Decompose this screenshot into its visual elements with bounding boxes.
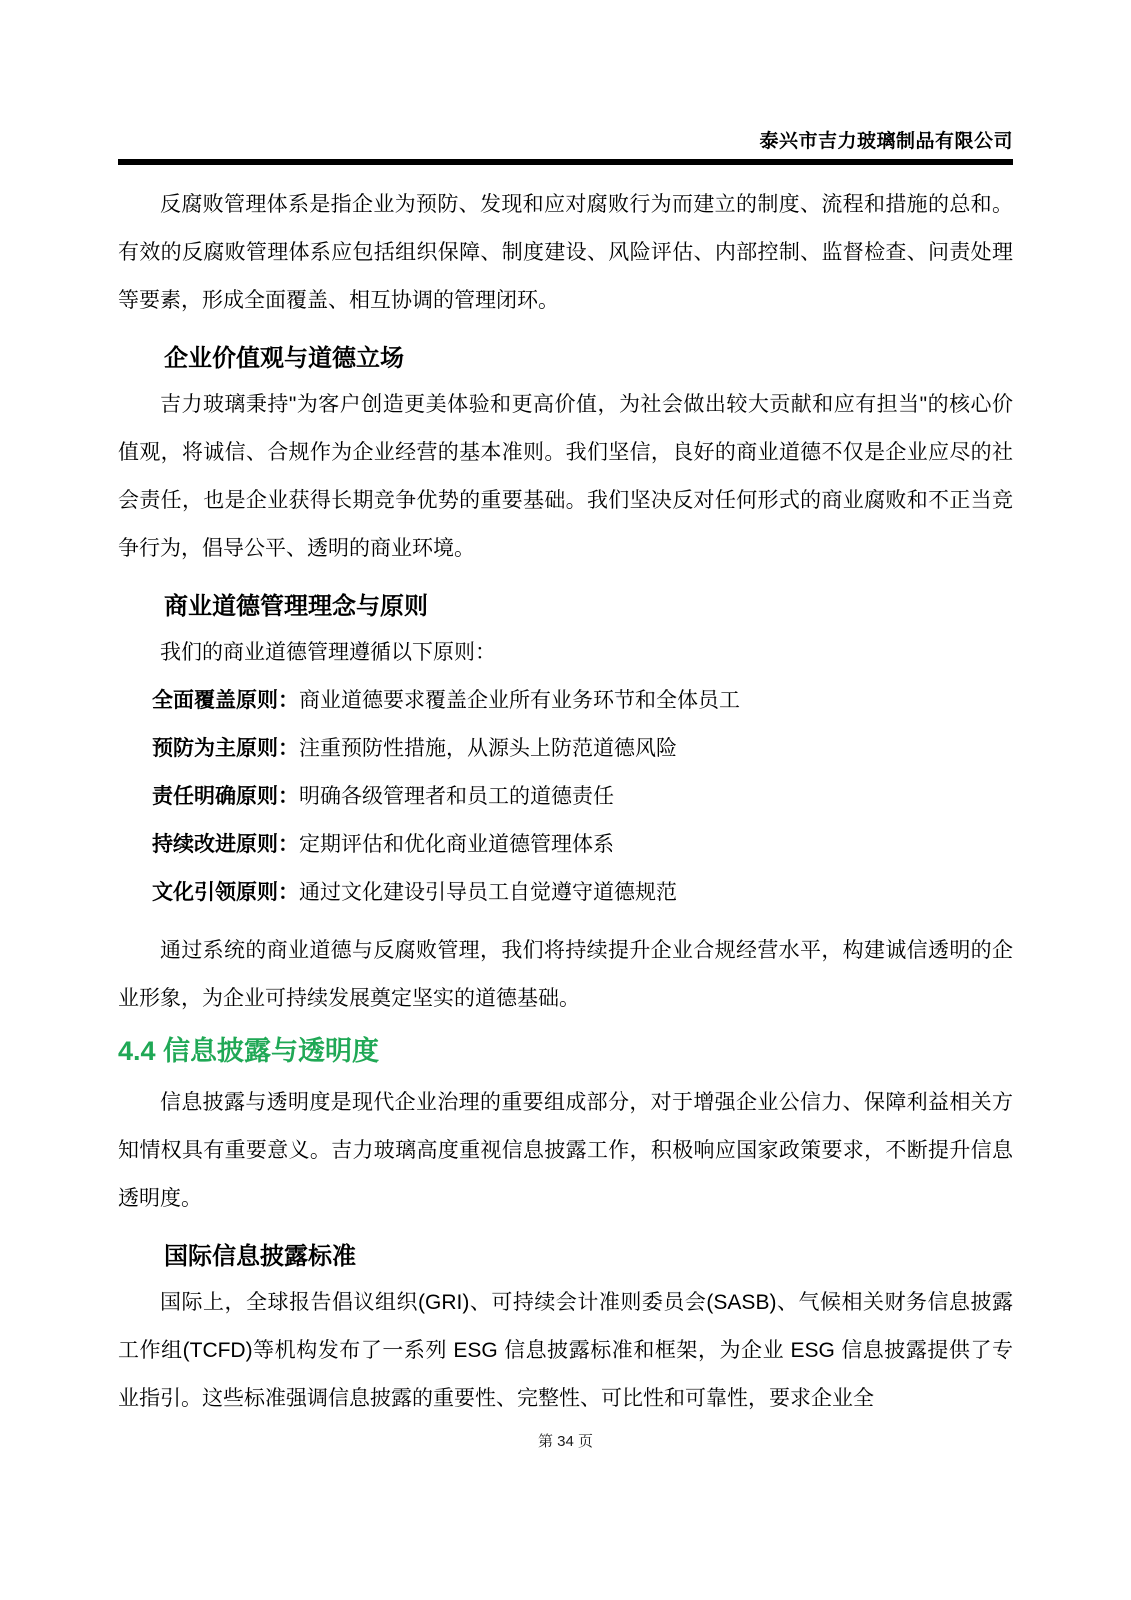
heading-corporate-values: 企业价值观与道德立场	[164, 345, 404, 372]
paragraph-anti-corruption: 反腐败管理体系是指企业为预防、发现和应对腐败行为而建立的制度、流程和措施的总和。有效的反腐败管理体系应包括组织保障、制度建设、风险评估、内部控制、监督检查、问责处理等要素，形成全面覆盖、相互协调的管理闭环。	[118, 193, 1013, 312]
paragraph-intl-standards: 国际上，全球报告倡议组织(GRI)、可持续会计准则委员会(SASB)、气候相关财务信息披露工作组(TCFD)等机构发布了一系列 ESG 信息披露标准和框架，为企业 ESG 信息披露提供了专业指引。这些标准强调信息披露的重要性、完整性、可比性和可靠性，要求企业全	[118, 1291, 1013, 1410]
paragraph-ethics-intro: 我们的商业道德管理遵循以下原则：	[160, 641, 496, 664]
principle-item	[118, 677, 1013, 725]
principle-item	[118, 821, 1013, 869]
principles-list	[118, 677, 1013, 917]
principle-label: 文化引领原则：	[152, 881, 299, 904]
principle-text: 明确各级管理者和员工的道德责任	[299, 785, 614, 808]
principle-label: 预防为主原则：	[152, 737, 299, 760]
page-header	[118, 0, 1013, 165]
heading-ethics-principles: 商业道德管理理念与原则	[164, 593, 428, 620]
principle-item	[118, 725, 1013, 773]
header-rule	[118, 159, 1013, 165]
company-name: 泰兴市吉力玻璃制品有限公司	[759, 131, 1013, 152]
page-number: 第 34 页	[537, 1433, 594, 1450]
principle-label: 持续改进原则：	[152, 833, 299, 856]
principle-text: 通过文化建设引导员工自觉遵守道德规范	[299, 881, 677, 904]
principle-text: 定期评估和优化商业道德管理体系	[299, 833, 614, 856]
heading-intl-standards: 国际信息披露标准	[164, 1243, 356, 1270]
paragraph-info-disclosure: 信息披露与透明度是现代企业治理的重要组成部分，对于增强企业公信力、保障利益相关方知情权具有重要意义。吉力玻璃高度重视信息披露工作，积极响应国家政策要求，不断提升信息透明度。	[118, 1091, 1013, 1210]
principle-text: 商业道德要求覆盖企业所有业务环节和全体员工	[299, 689, 740, 712]
paragraph-ethics-summary: 通过系统的商业道德与反腐败管理，我们将持续提升企业合规经营水平，构建诚信透明的企业形象，为企业可持续发展奠定坚实的道德基础。	[118, 939, 1013, 1010]
heading-info-disclosure: 4.4 信息披露与透明度	[118, 1036, 380, 1066]
page-footer	[0, 1430, 1131, 1451]
paragraph-corporate-values: 吉力玻璃秉持"为客户创造更美体验和更高价值，为社会做出较大贡献和应有担当"的核心价值观，将诚信、合规作为企业经营的基本准则。我们坚信，良好的商业道德不仅是企业应尽的社会责任，也是企业获得长期竞争优势的重要基础。我们坚决反对任何形式的商业腐败和不正当竞争行为，倡导公平、透明的商业环境。	[118, 393, 1013, 560]
principle-item	[118, 869, 1013, 917]
principle-item	[118, 773, 1013, 821]
principle-label: 责任明确原则：	[152, 785, 299, 808]
principle-text: 注重预防性措施，从源头上防范道德风险	[299, 737, 677, 760]
principle-label: 全面覆盖原则：	[152, 689, 299, 712]
